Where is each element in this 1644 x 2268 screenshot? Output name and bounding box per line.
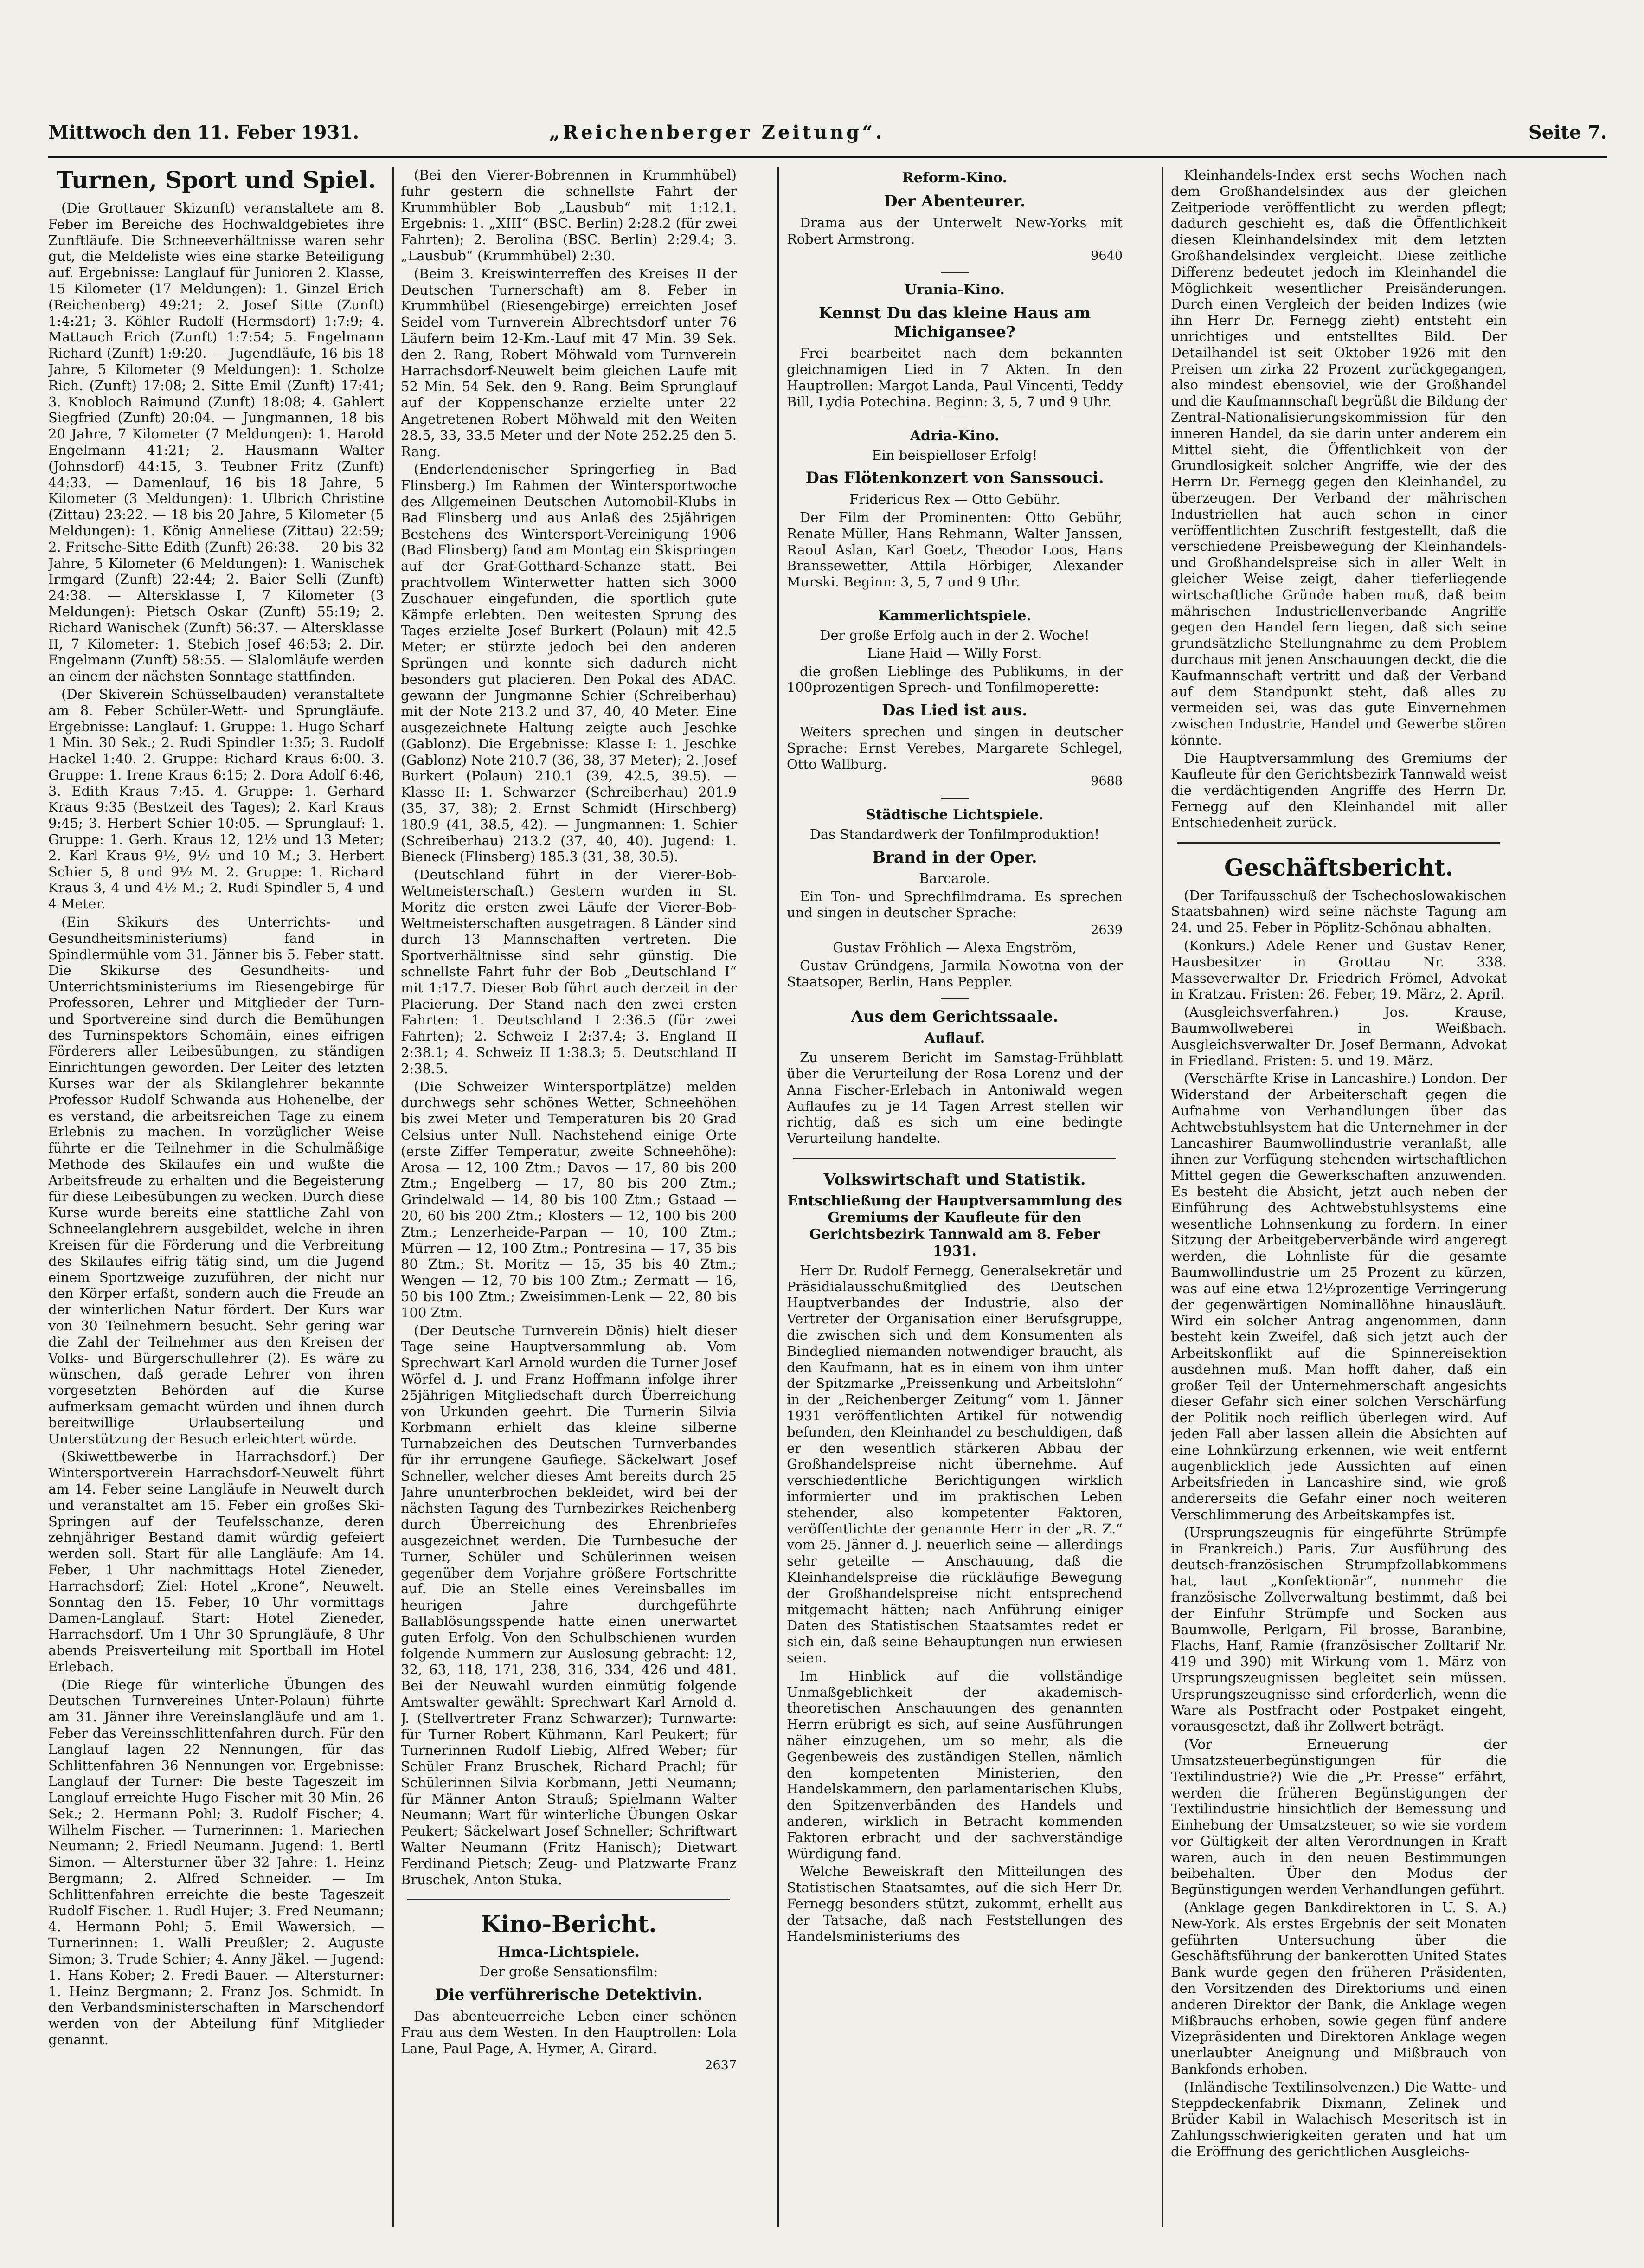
article-harrachsdorf: (Skiwettbewerbe in Harrachsdorf.) Der Wintersportverein Harrachsdorf-Neuwelt führt am 14. Feber seine Langläufe in Neuwelt durch und veranstaltet am 15. Feber ein großes Ski-Springen auf der Teufelsschanze, deren zehnjähriger Bestand damit würdig gefeiert werden soll. Start für alle Langläufe: Am 14. Feber, 1 Uhr nachmittags Hotel Zieneder, Harrachsdorf; Ziel: Hotel „Krone“, Neuwelt. Sonntag den 15. Feber, 10 Uhr vormittags Damen-Langlauf. Start: Hotel Zieneder, Harrachsdorf. Um 1 Uhr 30 Sprungläufe, 8 Uhr abends Preisverteilung mit Sportball im Hotel Erlebach. bbox=[48, 1449, 384, 1675]
section-heading-kino: Kino-Bericht. bbox=[481, 1910, 657, 1938]
section-separator bbox=[1177, 842, 1500, 844]
column-4 bbox=[1171, 167, 1507, 2227]
film-description: Der Film der Prominenten: Otto Gebühr, Renate Müller, Hans Rehmann, Walter Janssen, Raoul Aslan, Karl Goetz, Theodor Loos, Hans Branssewetter, Attila Hörbiger, Alexander Murski. Beginn: 3, 5, 7 und 9 Uhr. bbox=[787, 509, 1123, 590]
article-subheading: Auflauf. bbox=[924, 1030, 985, 1047]
issue-date: Mittwoch den 11. Feber 1931. bbox=[48, 122, 360, 143]
cinema-name: Adria-Kino. bbox=[910, 427, 1000, 444]
film-description: Ein Ton- und Sprechfilmdrama. Es sprechen und singen in deutscher Sprache: bbox=[787, 889, 1123, 921]
article-ausgleich: (Ausgleichsverfahren.) Jos. Krause, Baumwollweberei in Weißbach. Ausgleichsverwalter Dr. Josef Bermann, Advokat in Friedland. Fristen: 5. und 19. März. bbox=[1171, 1004, 1507, 1069]
column-2 bbox=[401, 167, 737, 2227]
page-header bbox=[48, 122, 1607, 149]
article-subheading: Entschließung der Hauptversammlung des Gremiums der Kaufleute für den Gerichtsbezirk Tannwald am 8. Feber 1931. bbox=[787, 1192, 1122, 1259]
article-tarifausschuss: (Der Tarifausschuß der Tschechoslowakischen Staatsbahnen) wird seine nächste Tagung am 24. und 25. Feber in Pöplitz-Schönau abhalten. bbox=[1171, 887, 1507, 936]
film-title: Das Flötenkonzert von Sanssouci. bbox=[805, 469, 1104, 488]
film-subtitle: Barcarole. bbox=[919, 870, 990, 887]
ad-number: 2639 bbox=[1091, 922, 1123, 937]
article-unter-polaun: (Die Riege für winterliche Übungen des Deutschen Turnvereines Unter-Polaun) führte am 31. Jänner ihre Vereinslangläufe und am 1. Feber das Vereinsschlittenfahren durch. Für den Langlauf lagen 22 Nennungen, für das Schlittenfahren 36 Nennungen vor. Ergebnisse: Langlauf der Turner: Die beste Tageszeit im Langlauf erreichte Hugo Fischer mit 30 Min. 26 Sek.; 2. Hermann Pohl; 3. Rudolf Fischer; 4. Wilhelm Fischer. — Turnerinnen: 1. Mariechen Neumann; 2. Friedl Neumann. Jugend: 1. Bertl Simon. — Altersturner über 32 Jahre: 1. Heinz Bergmann; 2. Alfred Schneider. — Im Schlittenfahren erreichte die beste Tageszeit Rudolf Fischer. 1. Rudl Hujer; 3. Fred Neumann; 4. Hermann Pohl; 5. Emil Wawersich. — Turnerinnen: 1. Walli Preußler; 2. Auguste Simon; 3. Trude Schier; 4. Anny Jäkel. — Jugend: 1. Hans Kober; 2. Fredi Bauer. — Altersturner: 1. Heinz Bergmann; 2. Franz Jos. Schmidt. In den Verbandsministerschaften in Marschendorf werden von der Abteilung fünf Mitglieder genannt. bbox=[48, 1676, 384, 2048]
section-heading-gericht: Aus dem Gerichtssaale. bbox=[851, 1007, 1059, 1026]
ad-number: 9688 bbox=[1091, 774, 1123, 789]
ad-number: 9640 bbox=[1091, 249, 1123, 264]
cinema-name: Hmca-Lichtspiele. bbox=[498, 1944, 640, 1961]
column-divider bbox=[777, 167, 779, 2227]
article-entschliessung-3: Welche Beweiskraft den Mitteilungen des Statistischen Staatsamtes, auf die sich Herr Dr. Fernegg besonders stützt, zukommt, erhellt aus der Tatsache, daß nach Feststellungen des Handelsministeriums des bbox=[787, 1863, 1123, 1944]
column-divider bbox=[392, 167, 394, 2227]
film-description: Das abenteuerreiche Leben einer schönen Frau aus dem Westen. In den Hauptrollen: Lola Lane, Paul Page, A. Hymer, A. Girard. bbox=[401, 2008, 737, 2056]
film-description: Gustav Gründgens, Jarmila Nowotna von der Staatsoper, Berlin, Hans Peppler. bbox=[787, 957, 1123, 990]
article-entschliessung-end: Die Hauptversammlung des Gremiums der Kaufleute für den Gerichtsbezirk Tannwald weist die verdächtigenden Angriffe des Herrn Dr. Fernegg auf den Kleinhandel mit aller Entschiedenheit zurück. bbox=[1171, 750, 1507, 831]
film-tagline: Ein beispielloser Erfolg! bbox=[872, 447, 1038, 463]
film-description: Frei bearbeitet nach dem bekannten gleichnamigen Lied in 7 Akten. In den Hauptrollen: Margot Landa, Paul Vincenti, Teddy Bill, Lydia Potechina. Beginn: 3, 5, 7 und 9 Uhr. bbox=[787, 345, 1123, 410]
article-entschliessung-2: Im Hinblick auf die vollständige Unmaßgeblichkeit der akademisch-theoretischen Anschauungen des genannten Herrn erübrigt es sich, auf seine Ausführungen näher einzugehen, um so mehr, als die Gegenbeweis des zuständigen Stellen, nämlich den kompetenten Ministerien, den Handelskammern, den parlamentarischen Klubs, den Spitzenverbänden des Handels und anderen, wirklich in Betracht kommenden Faktoren erbracht und der sachverständige Würdigung fand. bbox=[787, 1668, 1123, 1862]
article-bob-wm: (Deutschland führt in der Vierer-Bob-Weltmeisterschaft.) Gestern wurden in St. Moritz die ersten zwei Läufe der Vierer-Bob-Weltmeisterschaften ausgetragen. 8 Länder sind durch 13 Mannschaften vertreten. Die Sportverhältnisse sind sehr günstig. Die schnellste Fahrt fuhr der Bob „Deutschland I“ mit 1:17.7. Dieser Bob führt auch derzeit in der Placierung. Der Stand nach den zwei ersten Fahrten: 1. Deutschland I 2:36.5 (für zwei Fahrten); 2. Schweiz I 2:37.4; 3. England II 2:38.1; 4. Schweiz II 1:38.3; 5. Deutschland II 2:38.5. bbox=[401, 867, 737, 1076]
article-konkurs: (Konkurs.) Adele Rener und Gustav Rener, Hausbesitzer in Grottau Nr. 338. Masseverwalter Dr. Friedrich Frömel, Advokat in Kratzau. Fristen: 26. Feber, 19. März, 2. April. bbox=[1171, 938, 1507, 1002]
film-tagline: Der große Sensationsfilm: bbox=[479, 1964, 658, 1980]
film-description: die großen Lieblinge des Publikums, in der 100prozentigen Sprech- und Tonfilmoperette: bbox=[787, 663, 1123, 696]
article-entschliessung-1: Herr Dr. Rudolf Fernegg, Generalsekretär und Präsidialausschußmitglied des Deutschen Hauptverbandes der Industrie, also der Vertreter der Organisation einer Berufsgruppe, die zwischen sich und dem Konsumenten als Bindeglied niemanden notwendiger braucht, als den Kaufmann, hat es in einem von ihm unter der Spitzmarke „Preissenkung und Arbeitslohn“ in der „Reichenberger Zeitung“ vom 1. Jänner 1931 veröffentlichten Artikel für notwendig befunden, den Kleinhandel zu beschuldigen, daß er den wesentlich stärkeren Abbau der Großhandelspreise nicht übernehme. Auf verschiedentliche Berichtigungen wirklich informierter und im praktischen Leben stehender, also kompetenter Faktoren, veröffentlichte der genannte Herr in der „R. Z.“ vom 25. Jänner d. J. neuerlich seine — allerdings sehr geteilte — Anschauung, daß die Kleinhandelspreise die rückläufige Bewegung der Großhandelspreise nicht entsprechend mitgemacht hätten; nach Anführung einiger Daten des Statistischen Staatsamtes redet er sich ein, daß seine Behauptungen nun erwiesen seien. bbox=[787, 1262, 1123, 1666]
separator bbox=[941, 998, 969, 999]
article-flinsberg: (Enderlendenischer Springerfieg in Bad Flinsberg.) Im Rahmen der Wintersportwoche des Allgemeinen Deutschen Automobil-Klubs in Bad Flinsberg und aus Anlaß des 25jährigen Bestehens des Wintersport-Vereinigung 1906 (Bad Flinsberg) fand am Montag ein Skispringen auf der Graf-Gotthard-Schanze statt. Bei prachtvollem Winterwetter hatten sich 3000 Zuschauer eingefunden, die sportlich gute Kämpfe erlebten. Den weitesten Sprung des Tages erzielte Josef Burkert (Polaun) mit 42.5 Meter; er stürzte jedoch bei den anderen Sprüngen und konnte sich dadurch nicht besonders gut placieren. Den Pokal des ADAC. gewann der Jungmanne Schier (Schreiberhau) mit der Note 213.2 und 37, 40, 40 Meter. Eine ausgezeichnete Haltung zeigte auch Jeschke (Gablonz). Die Ergebnisse: Klasse I: 1. Jeschke (Gablonz) Note 210.7 (36, 38, 37 Meter); 2. Josef Burkert (Polaun) 210.1 (39, 42.5, 39.5). — Klasse II: 1. Schwarzer (Schreiberhau) 201.9 (35, 37, 38); 2. Ernst Schmidt (Hirschberg) 180.9 (41, 38.5, 42). — Jungmannen: 1. Schier (Schreiberhau) 213.2 (37, 40, 40). Jugend: 1. Bieneck (Flinsberg) 185.3 (31, 38, 30.5). bbox=[401, 461, 737, 865]
newspaper-name: „Reichenberger Zeitung“. bbox=[549, 122, 885, 143]
film-tagline: Das Standardwerk der Tonfilmproduktion! bbox=[809, 826, 1100, 842]
film-cast: Liane Haid — Willy Forst. bbox=[867, 645, 1042, 661]
cinema-name: Urania-Kino. bbox=[905, 281, 1005, 298]
column-divider bbox=[1162, 167, 1163, 2227]
section-separator bbox=[793, 1158, 1116, 1159]
film-title: Das Lied ist aus. bbox=[882, 701, 1028, 720]
article-grottau-skizunft: (Die Grottauer Skizunft) veranstaltete am 8. Feber im Bereiche des Hochwaldgebietes ihre Zunftläufe. Die Schneeverhältnisse waren sehr gut, die Meldeliste wies eine starke Beteiligung auf. Ergebnisse: Langlauf für Junioren 2. Klasse, 15 Kilometer (17 Meldungen): 1. Ginzel Erich (Reichenberg) 49:21; 2. Josef Sitte (Zunft) 1:4:21; 3. Köhler Rudolf (Hermsdorf) 1:7:9; 4. Mattauch Erich (Zunft) 1:7:54; 5. Engelmann Richard (Zunft) 1:9:20. — Jugendläufe, 16 bis 18 Jahre, 5 Kilometer (9 Meldungen): 1. Scholze Rich. (Zunft) 17:08; 2. Sitte Emil (Zunft) 17:41; 3. Knobloch Raimund (Zunft) 18:08; 4. Gahlert Siegfried (Zunft) 20:04. — Jungmannen, 18 bis 20 Jahre, 7 Kilometer (7 Meldungen): 1. Harold Engelmann 41:21; 2. Hausmann Walter (Johnsdorf) 44:15, 3. Teubner Fritz (Zunft) 44:33. — Damenlauf, 16 bis 18 Jahre, 5 Kilometer (3 Meldungen): 1. Ulbrich Christine (Zittau) 23:22. — 18 bis 20 Jahre, 5 Kilometer (5 Meldungen): 1. König Anneliese (Zittau) 22:59; 2. Fritsche-Sitte Edith (Zunft) 26:38. — 20 bis 32 Jahre, 5 Kilometer (6 Meldungen): 1. Wanischek Irmgard (Zunft) 22:44; 2. Baier Selli (Zunft) 24:38. — Altersklasse I, 7 Kilometer (3 Meldungen): Pietsch Oskar (Zunft) 55:19; 2. Richard Wanischek (Zunft) 56:37. — Altersklasse II, 7 Kilometer: 1. Stebich Josef 46:53; 2. Dir. Engelmann (Zunft) 58:55. — Slalomläufe werden an einem der nächsten Sonntage stattfinden. bbox=[48, 200, 384, 684]
ad-number: 2637 bbox=[705, 2058, 737, 2073]
column-3 bbox=[787, 167, 1123, 2227]
section-separator bbox=[407, 1899, 730, 1900]
article-gericht: Zu unserem Bericht im Samstag-Frühblatt über die Verurteilung der Rosa Lorenz und der Anna Fischer-Erlebach in Antoniwald wegen Auflaufes zu je 14 Tagen Arrest stellen wir richtig, daß es sich um eine bedingte Verurteilung handelte. bbox=[787, 1050, 1123, 1147]
cinema-name: Reform-Kino. bbox=[902, 170, 1008, 186]
article-lancashire: (Verschärfte Krise in Lancashire.) London. Der Widerstand der Arbeiterschaft gegen die Aufnahme von Verhandlungen über das Achtwebstuhlsystem hat die Unternehmer in der Lancashirer Baumwollindustrie veranlaßt, alle ihnen zur Verfügung stehenden wirtschaftlichen Mittel gegen die Gewerkschaften anzuwenden. Es besteht die Absicht, jetzt auch neben der Einführung des Achtwebstuhlsystems eine wesentliche Lohnsenkung zu fordern. In einer Sitzung der Arbeitgeberverbände wird angeregt werden, die Lohnliste für die gesamte Baumwollindustrie um 25 Prozent zu kürzen, was auf eine etwa 12½prozentige Verringerung der gegenwärtigen Nominallöhne hinausläuft. Wird ein solcher Antrag angenommen, dann besteht kein Zweifel, daß sich jetzt auch der Arbeitskonflikt auf die Spinnereisektion ausdehnen muß. Man hofft daher, daß ein großer Teil der Unternehmerschaft angesichts dieser Gefahr sich einer solchen Verschärfung der Politik noch reiflich überlegen wird. Auf jeden Fall aber lassen allein die Absichten auf eine Lohnkürzung erkennen, wie weit entfernt augenblicklich jede Aussichten auf einen Arbeitsfrieden in Lancashire sind, wie groß andererseits die Gefahr einer noch weiteren Verschlimmerung des Arbeitskampfes ist. bbox=[1171, 1070, 1507, 1522]
film-cast: Gustav Fröhlich — Alexa Engström, bbox=[833, 940, 1077, 956]
cinema-name: Städtische Lichtspiele. bbox=[866, 806, 1044, 823]
page-number: Seite 7. bbox=[1528, 122, 1607, 143]
article-textilinsolvenzen: (Inländische Textilinsolvenzen.) Die Watte- und Steppdeckenfabrik Dixmann, Zelinek und Brüder Kabil in Walachisch Meseritsch ist in Zahlungsschwierigkeiten geraten und hat um die Eröffnung des gerichtlichen Ausgleichs- bbox=[1171, 2079, 1507, 2160]
article-schuesselbauden: (Der Skiverein Schüsselbauden) veranstaltete am 8. Feber Schüler-Wett- und Sprungläufe. Ergebnisse: Langlauf: 1. Gruppe: 1. Hugo Scharf 1 Min. 30 Sek.; 2. Rudi Spindler 1:35; 3. Rudolf Hackel 1:40. 2. Gruppe: Richard Kraus 6:00. 3. Gruppe: 1. Irene Kraus 6:15; 2. Dora Adolf 6:46, 3. Edith Kraus 7:45. 4. Gruppe: 1. Gerhard Kraus 9:35 (Bestzeit des Tages); 2. Karl Kraus 9:45; 3. Herbert Schier 10:05. — Sprunglauf: 1. Gruppe: 1. Gerh. Kraus 12, 12½ und 13 Meter; 2. Karl Kraus 9½, 9½ und 10 M.; 3. Herbert Schier 5, 8 und 9½ M. 2. Gruppe: 1. Richard Kraus 3, 4 und 4½ M.; 2. Rudi Spindler 5, 4 und 4 Meter. bbox=[48, 686, 384, 912]
article-skikurs: (Ein Skikurs des Unterrichts- und Gesundheitsministeriums) fand in Spindlermühle vom 31. Jänner bis 5. Feber statt. Die Skikurse des Gesundheits- und Unterrichtsministeriums im Riesengebirge für Professoren, Lehrer und Mitglieder der Turn- und Sportvereine sind durch die Bemühungen des Turninspektors Schomäin, eines eifrigen Förderers aller Leibesübungen, zu ständigen Einrichtungen geworden. Der Leiter des letzten Kurses war der als Skilanglehrer bekannte Professor Rudolf Schwanda aus Hohenelbe, der es verstand, die arbeitsreichen Tage zu einem Erlebnis zu machen. In vorzüglicher Weise führte er die Teilnehmer in die Schulmäßige Methode des Skilaufes ein und wußte die Arbeitsfreude zu erhalten und die Begeisterung für diese Leibesübungen zu wecken. Durch diese Kurse wurde bereits eine stattliche Zahl von Schneelanglehrern ausgebildet, welche in ihren Kreisen für die Förderung und die Verbreitung des Skilaufes eifrig tätig sind, um die Jugend einem Sportzweige zuzuführen, der nicht nur den Körper erfaßt, sondern auch die Freude an der winterlichen Natur fördert. Der Kurs war von 30 Teilnehmern besucht. Sehr gering war die Zahl der Teilnehmer aus den Kreisen der Volks- und Bürgerschullehrer (2). Es wäre zu wünschen, daß gerade Lehrer von ihren vorgesetzten Behörden auf die Kurse aufmerksam gemacht würden und ihnen durch bereitwillige Urlaubserteilung und Unterstützung der Besuch erleichtert würde. bbox=[48, 914, 384, 1447]
separator bbox=[941, 272, 969, 273]
article-ursprungszeugnis: (Ursprungszeugnis für eingeführte Strümpfe in Frankreich.) Paris. Zur Ausführung des deutsch-französischen Strumpfzollabkommens hat, laut „Konfektionär“, nunmehr die französische Zollverwaltung bestimmt, daß bei der Einfuhr Strümpfe und Socken aus Baumwolle, Perlgarn, Fil brosse, Baranbine, Flachs, Hanf, Ramie (französischer Zolltarif Nr. 419 und 390) mit Wirkung vom 1. März von Ursprungszeugnissen begleitet sein müssen. Ursprungszeugnisse sind erforderlich, wenn die Ware als Postfracht oder Postpaket eingeht, vorausgesetzt, daß ihr Zollwert beträgt. bbox=[1171, 1524, 1507, 1734]
section-heading-sport: Turnen, Sport und Spiel. bbox=[56, 167, 376, 193]
film-title: Brand in der Oper. bbox=[872, 848, 1037, 867]
article-schweizer-wintersport: (Die Schweizer Wintersportplätze) melden durchwegs sehr schönes Wetter, Schneehöhen bis zwei Meter und Temperaturen bis 20 Grad Celsius unter Null. Nachstehend einige Orte (erste Ziffer Temperatur, zweite Schneehöhe): Arosa — 12, 100 Ztm.; Davos — 17, 80 bis 200 Ztm.; Engelberg — 17, 80 bis 200 Ztm.; Grindelwald — 14, 80 bis 100 Ztm.; Gstaad — 20, 60 bis 200 Ztm.; Klosters — 12, 100 bis 200 Ztm.; Lenzerheide-Parpan — 10, 100 Ztm.; Mürren — 12, 100 Ztm.; Pontresina — 17, 35 bis 80 Ztm.; St. Moritz — 15, 35 bis 40 Ztm.; Wengen — 12, 70 bis 100 Ztm.; Zermatt — 16, 50 bis 100 Ztm.; Zweisimmen-Lenk — 22, 80 bis 100 Ztm. bbox=[401, 1078, 737, 1321]
section-heading-volkswirtschaft: Volkswirtschaft und Statistik. bbox=[823, 1170, 1086, 1189]
film-title: Kennst Du das kleine Haus am Michigansee? bbox=[818, 303, 1091, 341]
film-tagline: Der große Erfolg auch in der 2. Woche! bbox=[820, 627, 1090, 643]
film-description: Drama aus der Unterwelt New-Yorks mit Robert Armstrong. bbox=[787, 214, 1123, 247]
article-bankdirektoren: (Anklage gegen Bankdirektoren in U. S. A.) New-York. Als erstes Ergebnis der seit Monaten geführten Untersuchung über die Geschäftsführung der bankerotten United States Bank wurde gegen den früheren Präsidenten, den Vorsitzenden des Direktoriums und einen anderen Direktor der Bank, die Anklage wegen Mißbrauchs erhoben, sowie gegen fünf andere Vizepräsidenten und Direktoren Anklage wegen unerlaubter Aneignung und Mißbrauch von Bankfonds erhoben. bbox=[1171, 1900, 1507, 2077]
film-description: Weiters sprechen und singen in deutscher Sprache: Ernst Verebes, Margarete Schlegel, Otto Wallburg. bbox=[787, 723, 1123, 772]
film-subtitle: Fridericus Rex — Otto Gebühr. bbox=[849, 491, 1060, 508]
column-1 bbox=[48, 167, 384, 2227]
film-title: Die verführerische Detektivin. bbox=[435, 1985, 703, 2004]
film-title: Der Abenteurer. bbox=[884, 192, 1026, 211]
header-rule bbox=[48, 156, 1607, 158]
separator bbox=[941, 798, 969, 799]
article-bobrennen-krummhuebel: (Bei den Vierer-Bobrennen in Krummhübel) fuhr gestern die schnellste Fahrt der Krummhübler Bob „Lausbub“ mit 1:12.1. Ergebnis: 1. „XIII“ (BSC. Berlin) 2:28.2 (für zwei Fahrten); 2. Berolina (BSC. Berlin) 2:29.4; 3. „Lausbub“ (Krummhübel) 2:30. bbox=[401, 167, 737, 264]
article-umsatzsteuer: (Vor Erneuerung der Umsatzsteuerbegünstigungen für die Textilindustrie?) Wie die „Pr. Presse“ erfährt, werden die früheren Begünstigungen der Textilindustrie hinsichtlich der Bemessung und Einhebung der Umsatzsteuer, so wie sie vordem vor Gültigkeit der alten Verordnungen in Kraft waren, auch in den neuen Bestimmungen beibehalten. Über den Modus der Begünstigungen werden Verhandlungen geführt. bbox=[1171, 1736, 1507, 1898]
article-turnverein-doenis: (Der Deutsche Turnverein Dönis) hielt dieser Tage seine Hauptversammlung ab. Vom Sprechwart Karl Arnold wurden die Turner Josef Wörfel d. J. und Franz Hoffmann infolge ihrer 25jährigen Mitgliedschaft durch Überreichung von Urkunden geehrt. Die Turnerin Silvia Korbmann erhielt das kleine silberne Turnabzeichen des Deutschen Turnverbandes für ihr errungene Gaufiege. Säckelwart Josef Schneller, welcher dieses Amt bereits durch 25 Jahre ununterbrochen bekleidet, wird bei der nächsten Tagung des Turnbezirkes Reichenberg durch Überreichung des Ehrenbriefes ausgezeichnet werden. Die Turnbesuche der Turner, Schüler und Schülerinnen weisen gegenüber dem Vorjahre größere Fortschritte auf. Die an Stelle eines Vereinsballes im heurigen Jahre durchgeführte Ballablösungsspende hatte einen unerwartet guten Erfolg. Von den Schulbschienen wurden folgende Nummern zur Auslosung gebracht: 12, 32, 63, 118, 171, 238, 316, 334, 426 und 481. Bei der Neuwahl wurden einmütig folgende Amtswalter gewählt: Sprechwart Karl Arnold d. J. (Stellvertreter Franz Schwarzer); Turnwarte: für Turner Robert Kühmann, Karl Peukert; für Turnerinnen Rudolf Liebig, Alfred Weber; für Schüler Franz Bruschek, Richard Prachl; für Schülerinnen Silvia Korbmann, Jetti Neumann; für Männer Anton Strauß; Spielmann Walter Neumann; Wart für winterliche Übungen Oskar Peukert; Säckelwart Josef Schneller; Schriftwart Walter Neumann (Fritz Hanisch); Dietwart Ferdinand Pietsch; Zeug- und Platzwarte Franz Bruschek, Anton Stuka. bbox=[401, 1322, 737, 1888]
article-entschliessung-cont: Kleinhandels-Index erst sechs Wochen nach dem Großhandelsindex aus der gleichen Zeitperiode veröffentlicht zu werden pflegt; dadurch geschieht es, daß die Öffentlichkeit diesen Kleinhandelsindex mit dem letzten Großhandelsindex vergleicht. Diese zeitliche Differenz bedeutet jedoch im Kleinhandel die Möglichkeit wesentlicher Preisänderungen. Durch einen Vergleich der beiden Indizes (wie ihn Herr Dr. Fernegg zieht) entsteht ein unrichtiges und entstelltes Bild. Der Detailhandel ist seit Oktober 1926 mit den Preisen um zirka 22 Prozent zurückgegangen, also mindest ebensoviel, wie der Großhandel und die Kaufmannschaft begrüßt die Bildung der Zentral-Nationalisierungskommission für den inneren Handel, da sie darin unter anderem ein Mittel sieht, die Öffentlichkeit von der Grundlosigkeit solcher Angriffe, wie der des Herrn Dr. Fernegg gegen den Kleinhandel, zu überzeugen. Der Verband der mährischen Industriellen hat auch schon in einer veröffentlichten Zuschrift festgestellt, daß die verschiedene Preisbewegung der Kleinhandels- und Großhandelspreise sich in aller Welt in gleicher Weise zeigt, daher tieferliegende wirtschaftliche Gründe haben muß, daß beim mährischen Industriellenverbande Angriffe gegen den Handel fern liegen, daß sich seine grundsätzliche Stellungnahme zu dem Problem durchaus mit jenen Anschauungen deckt, die die Kaufmannschaft vertritt und daß der Verband auf dem Standpunkt steht, daß alles zu vermeiden sei, was das gute Einvernehmen zwischen Industrie, Handel und Gewerbe stören könnte. bbox=[1171, 167, 1507, 748]
article-kreiswintertreffen: (Beim 3. Kreiswinterreffen des Kreises II der Deutschen Turnerschaft) am 8. Feber in Krummhübel (Riesengebirge) erreichten Josef Seidel vom Turnverein Albrechtsdorf unter 76 Läufern beim 12-Km.-Lauf mit 47 Min. 39 Sek. den 2. Rang, Robert Möhwald vom Turnverein Harrachsdorf-Neuwelt beim gleichen Laufe mit 52 Min. 54 Sek. den 9. Rang. Beim Sprunglauf auf der Koppenschanze erzielte unter 22 Angetretenen Robert Möhwald mit den Weiten 28.5, 33, 33.5 Meter und der Note 252.25 den 5. Rang. bbox=[401, 265, 737, 459]
section-heading-geschaeftsbericht: Geschäftsbericht. bbox=[1224, 853, 1454, 881]
cinema-name: Kammerlichtspiele. bbox=[878, 607, 1031, 624]
